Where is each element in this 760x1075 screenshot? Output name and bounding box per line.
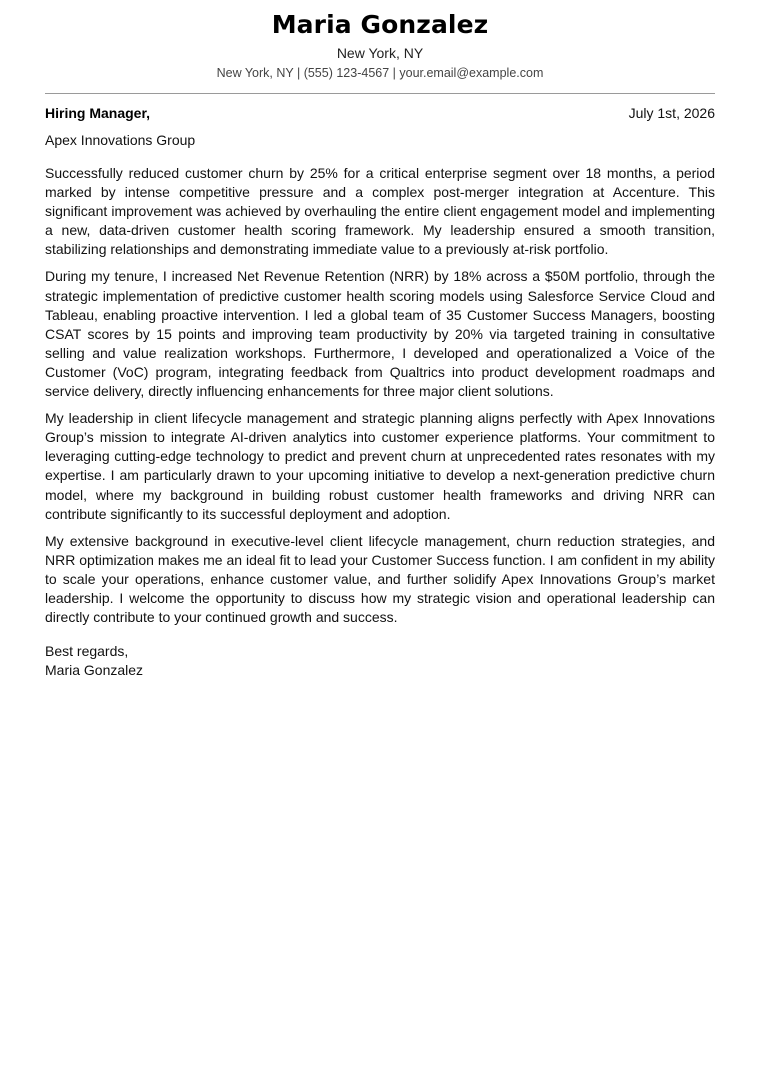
letter-date: July 1st, 2026 (628, 105, 715, 121)
body-paragraph-4: My extensive background in executive-level client lifecycle management, churn reduction strategies, and NRR optimization makes me an ideal fit to lead your Customer Success function. I am confident in my ability to scale your operations, enhance customer value, and further solidify Apex Innovations Group’s market leadership. I welcome the opportunity to discuss how my strategic vision and operational leadership can directly contribute to your continued growth and success. (45, 532, 715, 626)
body-paragraph-1: Successfully reduced customer churn by 25% for a critical enterprise segment over 18 months, a period marked by intense competitive pressure and a complex post-merger integration at Accenture. This significant improvement was achieved by overhauling the entire client engagement model and implementing a new, data-driven customer health scoring framework. My leadership ensured a smooth transition, stabilizing relationships and demonstrating immediate value to a previously at-risk portfolio. (45, 165, 715, 258)
body-paragraph-3: My leadership in client lifecycle management and strategic planning aligns perfectly with Apex Innovations Group’s mission to integrate AI-driven analytics into customer experience platforms. Your commitment to leveraging cutting-edge technology to predict and prevent churn at unprecedented rates resonates with my expertise. I am particularly drawn to your upcoming initiative to develop a next-generation predictive churn model, where my background in building robust customer health frameworks and driving NRR can contribute significantly to its successful deployment and adoption. (45, 410, 715, 522)
letter-body (45, 164, 715, 627)
applicant-name: Maria Gonzalez (271, 10, 489, 39)
header-divider (45, 93, 715, 94)
body-paragraph-2: During my tenure, I increased Net Revenue Retention (NRR) by 18% across a $50M portfolio, through the strategic implementation of predictive customer health scoring models using Salesforce Service Cloud and Tableau, enabling proactive intervention. I led a global team of 35 Customer Success Managers, boosting CSAT scores by 15 points and improving team productivity by 20% via targeted training in consultative selling and value realization workshops. Furthermore, I developed and operationalized a Voice of the Customer (VoC) program, integrating feedback from Qualtrics into product development roadmaps and service delivery, directly influencing enhancements for three major client solutions. (45, 268, 715, 400)
applicant-contact-line: New York, NY | (555) 123-4567 | your.email@example.com (216, 66, 544, 80)
applicant-location: New York, NY (336, 45, 424, 61)
greeting: Hiring Manager, (45, 105, 151, 121)
closing-phrase: Best regards, (45, 643, 129, 660)
signature-name: Maria Gonzalez (45, 662, 144, 679)
salutation-row (45, 104, 715, 122)
letter-closing (45, 642, 715, 680)
recipient-company: Apex Innovations Group (45, 132, 196, 148)
